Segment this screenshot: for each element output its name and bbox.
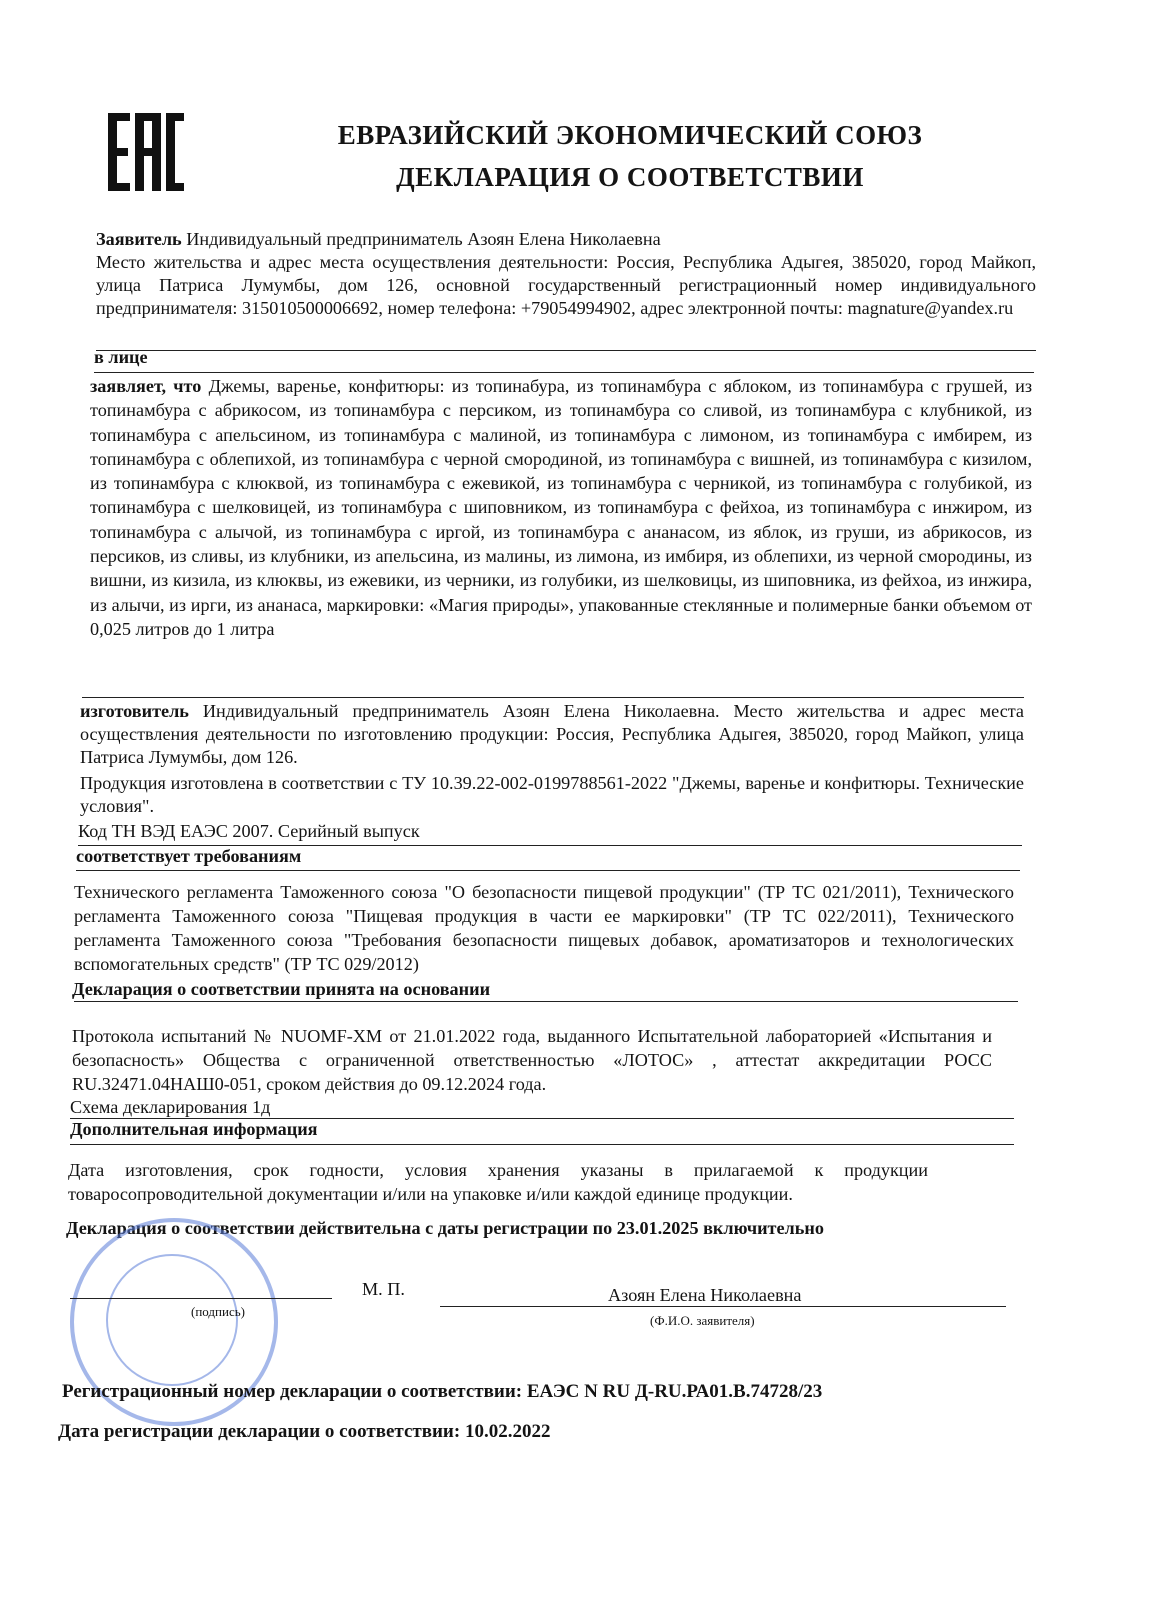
registration-number-label: Регистрационный номер декларации о соответствии: [62, 1381, 523, 1402]
declaration-scheme: Схема декларирования 1д [70, 1097, 271, 1117]
divider [82, 697, 1024, 698]
mp-label: М. П. [362, 1279, 405, 1299]
divider [74, 1001, 1018, 1002]
requirements-header [76, 845, 1016, 868]
basis-header [72, 978, 1012, 1001]
name-line [440, 1306, 1006, 1307]
code-section [78, 820, 1018, 843]
declares-product-text: Джемы, варенье, конфитюры: из топинабура, из топинамбура с яблоком, из топинамбура с грушей, из топинамбура с абрикосом, из топинамбура с персиком, из топинамбура со сливой, из топинамбура с клубникой, из топинамбура с апельсином, из топинамбура с малиной, из топинамбура с лимоном, из топинамбура с имбирем, из топинамбура с облепихой, из топинамбура с черной смородиной, из топинамбура с вишней, из топинамбура с кизилом, из топинамбура с клюквой, из топинамбура с ежевикой, из топинамбура с черникой, из топинамбура с голубикой, из топинамбура с шелковицей, из топинамбура с шиповником, из топинамбура с фейхоа, из топинамбура с инжиром, из топинамбура с алычой, из топинамбура с иргой, из топинамбура с ананасом, из яблок, из груши, из абрикосов, из персиков, из сливы, из клубники, из апельсина, из малины, из лимона, из имбиря, из облепихи, из черной смородины, из вишни, из кизила, из клюквы, из ежевики, из черники, из голубики, из шелковицы, из шиповника, из фейхоа, из инжира, из алычи, из ирги, из ананаса, маркировки: «Магия природы», упакованные стеклянные и полимерные банки объемом от 0,025 литров до 1 литра [90, 376, 1033, 639]
applicant-section [96, 228, 1036, 320]
validity-text: Декларация о соответствии действительна с даты регистрации по 23.01.2025 включительно [66, 1218, 824, 1238]
manufacturer-section [80, 700, 1024, 769]
registration-date-label: Дата регистрации декларации о соответствии: [58, 1421, 461, 1442]
additional-header [70, 1118, 1010, 1141]
declares-label: заявляет, что [90, 376, 202, 396]
document-header [300, 118, 960, 194]
signature-line [70, 1298, 332, 1299]
divider [94, 372, 1034, 373]
signer-caption: (Ф.И.О. заявителя) [650, 1313, 755, 1328]
production-text: Продукция изготовлена в соответствии с ТУ 10.39.22-002-0199788561-2022 "Джемы, варенье и конфитюры. Технические условия". [80, 773, 1024, 816]
manufacturer-text: Индивидуальный предприниматель Азоян Елена Николаевна. Место жительства и адрес места осуществления деятельности по изготовлению продукции: Россия, Республика Адыгея, 385020, город Майкоп, улица Патриса Лумумбы, дом 126. [80, 701, 1025, 767]
applicant-label: Заявитель [96, 229, 182, 249]
registration-number: ЕАЭС N RU Д-RU.РА01.В.74728/23 [526, 1381, 823, 1402]
tnved-code: Код ТН ВЭД ЕАЭС 2007. Серийный выпуск [78, 821, 420, 841]
registration-date-section [58, 1420, 1018, 1443]
requirements-label: соответствует требованиям [76, 846, 302, 866]
registration-date: 10.02.2022 [464, 1421, 551, 1442]
additional-text: Дата изготовления, срок годности, условия хранения указаны в прилагаемой к продукции товаросопроводительной документации и/или на упаковке и/или каждой единице продукции. [68, 1160, 928, 1204]
registration-number-section [62, 1380, 1022, 1403]
scheme-section [70, 1096, 670, 1119]
requirements-text: Технического регламента Таможенного союза "О безопасности пищевой продукции" (ТР ТС 021/2011), Технического регламента Таможенного союза "Пищевая продукция в части ее маркировки" (ТР ТС 022/2011), Технического регламента Таможенного союза "Требования безопасности пищевых добавок, ароматизаторов и технологических вспомогательных средств" (ТР ТС 029/2012) [74, 882, 1014, 974]
signature-caption: (подпись) [191, 1304, 245, 1319]
applicant-name: Индивидуальный предприниматель Азоян Елена Николаевна [186, 229, 661, 249]
additional-label: Дополнительная информация [70, 1119, 318, 1139]
represented-section [94, 346, 1034, 369]
declares-section [90, 374, 1032, 641]
header-declaration-title: ДЕКЛАРАЦИЯ О СООТВЕТСТВИИ [396, 162, 864, 192]
basis-label: Декларация о соответствии принята на основании [72, 979, 491, 999]
divider [70, 1144, 1014, 1145]
manufacturer-label: изготовитель [80, 701, 189, 721]
eac-logo [108, 113, 184, 191]
signer-name: Азоян Елена Николаевна [608, 1285, 802, 1305]
represented-label: в лице [94, 347, 148, 367]
header-union-title: ЕВРАЗИЙСКИЙ ЭКОНОМИЧЕСКИЙ СОЮЗ [337, 120, 923, 150]
divider [76, 870, 1020, 871]
basis-text: Протокола испытаний № NUOMF-XM от 21.01.2022 года, выданного Испытательной лабораторией «Испытания и безопасность» Общества с ограниченной ответственностью «ЛОТОС» , аттестат аккредитации РОСС RU.32471.04НАШ0-051, сроком действия до 09.12.2024 года. [72, 1026, 992, 1094]
production-basis [80, 772, 1024, 818]
applicant-address: Место жительства и адрес места осуществления деятельности: Россия, Республика Адыгея, 385020, город Майкоп, улица Патриса Лумумбы, дом 126, основной государственный регистрационный номер индивидуального предпринимателя: 315010500006692, номер телефона: +79054994902, адрес электронной почты: magnature@yandex.ru [96, 252, 1036, 318]
